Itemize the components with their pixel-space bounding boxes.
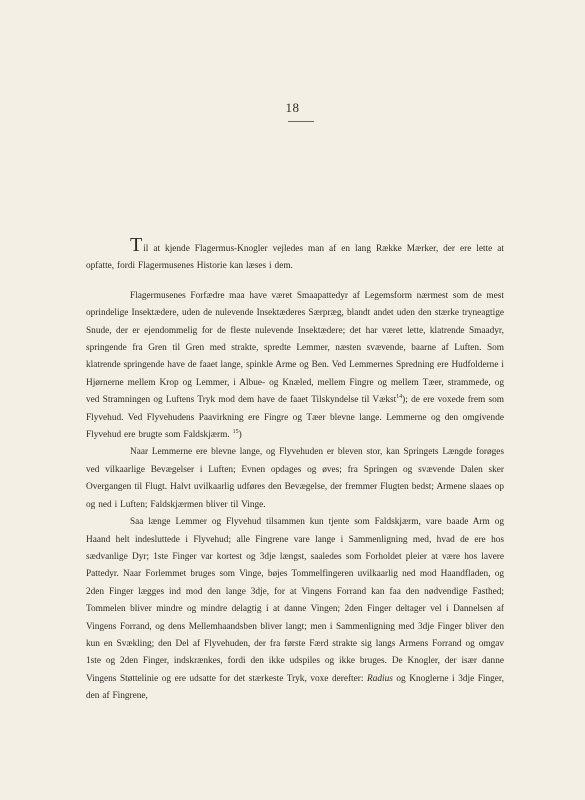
italic-term-radius: Radius [367, 673, 393, 684]
paragraph-4-text-a: Saa længe Lemmer og Flyvehud tilsammen kun tjente som Faldskjærm, vare baade Arm og Haand helt indesluttede i Flyvehud; alle Fingrene vare lange i Sammenligning med, hvad de ere hos sædvanlige Dyr; 1ste Finger var kortest og 3dje længst, saaledes som Forholdet pleier at være hos lavere Pattedyr. Naar Forlemmet bruges som Vinge, bøjes Tommelfingeren uvilkaarlig ned mod Haandfladen, og 2den Finger lægges ind mod den lange 3dje, for at Vingens Forrand kan faa den nødvendige Fasthed; Tommelen bliver mindre og mindre delagtig i at danne Vingen; 2den Finger deltager vel i Dannelsen af Vingens Forrand, og dens Mellemhaandsben bliver langt; men i Sammenligning med 3dje Finger bliver den kun en Svækling; den Del af Flyvehuden, der fra første Færd strakte sig langs Armens Forrand og omgav 1ste og 2den Finger, indskrænkes, fordi den ikke udspiles og ikke bruges. De Knogler, der især danne Vingens Støttelinie og ere udsatte for det stærkeste Tryk, voxe derefter: [86, 517, 504, 684]
paragraph-2-text-b: ); de ere voxede frem som Flyvehud. Ved Flyvehudens Paavirkning ere Fingre og Tæer blevne lange. Lemmerne og den omgivende Flyvehud ere brugte som Faldskjærm. [86, 395, 504, 441]
paragraph-2-text-c: ) [238, 430, 242, 441]
paragraph-2 [86, 288, 504, 445]
paragraph-3 [86, 444, 504, 514]
footnote-ref-15: 15 [232, 429, 239, 436]
paragraph-4-text-b: og Knoglerne i 3dje Finger, den af Fingrene, [86, 673, 504, 702]
page-number-rule [288, 121, 314, 122]
paragraph-2-text-a: Flagermusenes Forfædre maa have været Smaapattedyr af Legemsform nærmest som de mest oprindelige Insektædere, uden de nulevende Insektæderes Særpræg, blandt andet uden den stærke tryneagtige Snude, der er ejendommelig for de fleste nulevende Insektædere; det har været lette, klatrende Smaadyr, springende fra Gren til Gren med strakte, spredte Lemmer, næsten svævende, baarne af Luften. Som klatrende springende have de faaet lange, spinkle Arme og Ben. Ved Lemmernes Spredning ere Hudfolderne i Hjørnerne mellem Krop og Lemmer, i Albue- og Knæled, mellem Fingre og mellem Tæer, strammede, og ved Stramningen og Luftens Tryk mod dem have de faaet Tilskyndelse til Vækst [86, 290, 504, 406]
footnote-ref-14: 14 [396, 394, 403, 401]
drop-cap: T [130, 234, 143, 256]
paragraph-1-text: il at kjende Flagermus-Knogler vejledes man af en lang Række Mærker, der ere lette at opfatte, fordi Flagermusenes Historie kan læses i dem. [86, 244, 504, 272]
paragraph-1 [86, 234, 504, 276]
paragraph-4 [86, 514, 504, 705]
page-number: 18 [285, 100, 300, 115]
paragraph-3-text: Naar Lemmerne ere blevne lange, og Flyvehuden er bleven stor, kan Springets Længde forøges ved vilkaarlige Bevægelser i Luften; Evnen opdages og øves; fra Springen og svævende Dalen sker Overgangen til Flugt. Halvt uvilkaarlig udføres den Bevægelse, der fremmer Flugten bedst; Armene slaaes op og ned i Luften; Faldskjærmen bliver til Vinge. [86, 447, 504, 510]
body-text [86, 234, 504, 706]
